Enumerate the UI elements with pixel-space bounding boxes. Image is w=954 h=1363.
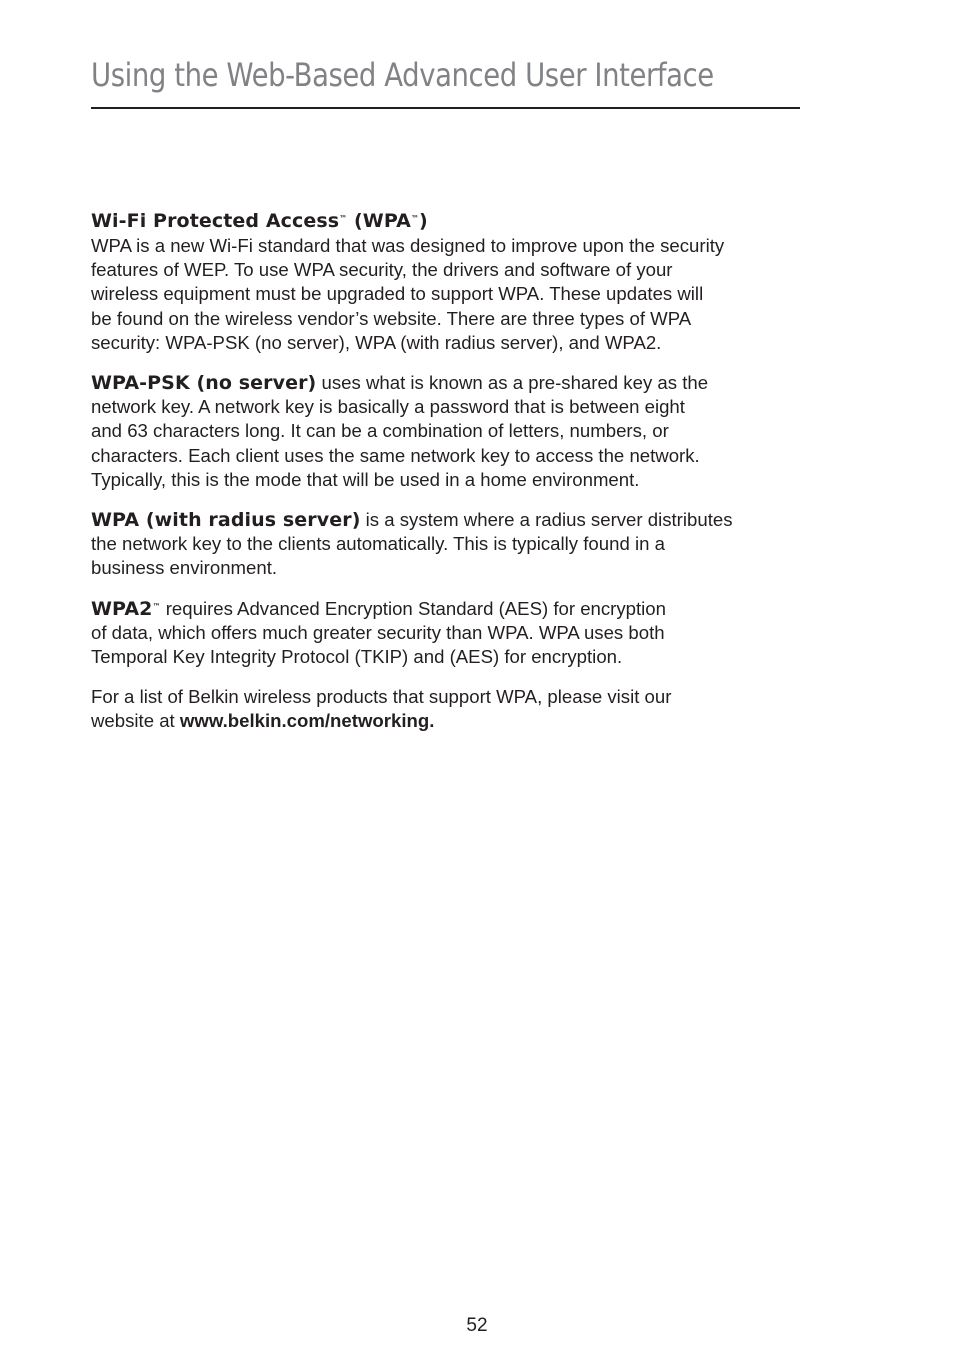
paragraph-line — [91, 709, 821, 733]
paragraph-text: requires Advanced Encryption Standard (AES) for encryption — [160, 597, 666, 619]
paragraph-line: features of WEP. To use WPA security, the drivers and software of your — [91, 259, 673, 281]
paragraph-line: be found on the wireless vendor’s website. There are three types of WPA — [91, 307, 692, 329]
page-header-title: Using the Web-Based Advanced User Interface — [91, 56, 714, 94]
paragraph-text: website at — [91, 710, 180, 732]
trademark-mark: ™ — [410, 214, 420, 223]
paragraph-line — [91, 508, 821, 532]
paragraph-line: and 63 characters long. It can be a combination of letters, numbers, or — [91, 420, 669, 442]
wpa-radius-lead: WPA (with radius server) — [91, 509, 361, 532]
wpa-radius-paragraph — [91, 508, 821, 581]
section-heading-wpa — [91, 208, 821, 234]
trademark-mark: ™ — [152, 601, 161, 611]
paragraph-text: is a system where a radius server distributes — [360, 509, 733, 531]
header-divider — [91, 107, 800, 109]
belkin-networking-url: www.belkin.com/networking. — [179, 710, 435, 732]
paragraph-line: network key. A network key is basically a password that is between eight — [91, 396, 685, 418]
paragraph-line: WPA is a new Wi-Fi standard that was designed to improve upon the security — [91, 235, 725, 256]
paragraph-line: Typically, this is the mode that will be used in a home environment. — [91, 468, 640, 490]
wpa2-lead-text: WPA2 — [91, 597, 153, 620]
wpa-psk-lead: WPA-PSK (no server) — [91, 372, 317, 395]
wpa2-lead — [91, 598, 161, 620]
paragraph-line: security: WPA-PSK (no server), WPA (with radius server), and WPA2. — [91, 331, 662, 353]
heading-text: ) — [419, 210, 428, 232]
paragraph-text: uses what is known as a pre-shared key as the — [316, 372, 709, 394]
closing-paragraph — [91, 685, 821, 733]
page-number: 52 — [466, 1315, 488, 1336]
paragraph-line: characters. Each client uses the same network key to access the network. — [91, 444, 700, 466]
heading-text: (WPA — [347, 210, 411, 232]
paragraph-line — [91, 371, 821, 395]
paragraph-line: the network key to the clients automatically. This is typically found in a — [91, 533, 665, 555]
wpa2-paragraph — [91, 597, 821, 670]
paragraph-line: of data, which offers much greater security than WPA. WPA uses both — [91, 621, 665, 643]
paragraph-line: For a list of Belkin wireless products that support WPA, please visit our — [91, 686, 672, 708]
paragraph-line: wireless equipment must be upgraded to support WPA. These updates will — [91, 283, 704, 305]
paragraph-line: business environment. — [91, 557, 278, 579]
wpa-psk-paragraph — [91, 371, 821, 492]
heading-text: Wi-Fi Protected Access — [91, 210, 340, 232]
wpa-intro-paragraph — [91, 234, 821, 355]
paragraph-line — [91, 597, 821, 621]
main-content — [91, 208, 821, 750]
trademark-mark: ™ — [339, 214, 348, 223]
paragraph-line: Temporal Key Integrity Protocol (TKIP) and (AES) for encryption. — [91, 646, 623, 668]
